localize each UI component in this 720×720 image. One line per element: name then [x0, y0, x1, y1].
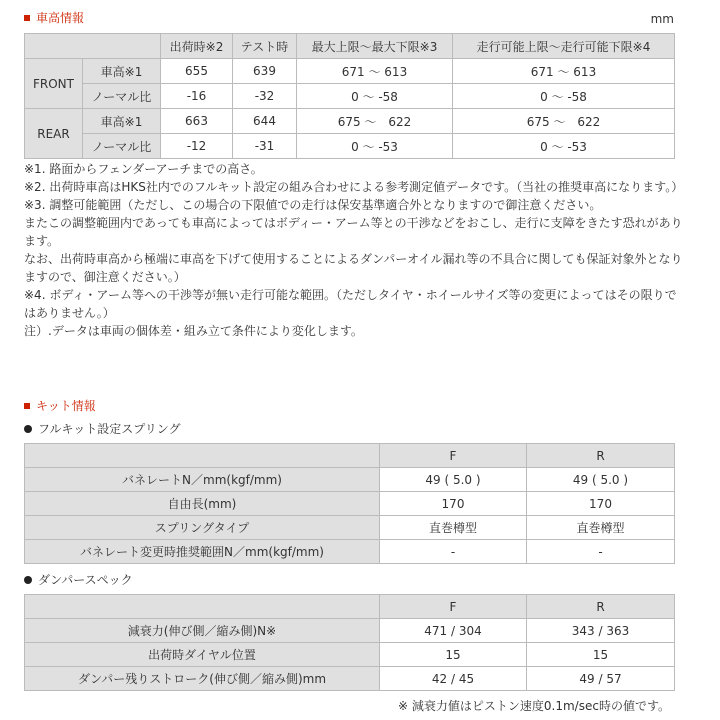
- damper-table: [24, 594, 675, 691]
- col-header-r: R: [527, 444, 675, 468]
- row-label: 出荷時ダイヤル位置: [25, 643, 380, 667]
- col-header-f: F: [380, 444, 527, 468]
- cell: 170: [527, 492, 675, 516]
- circle-bullet-icon: [24, 425, 32, 433]
- col-header-r: R: [527, 595, 675, 619]
- cell: 471 / 304: [380, 619, 527, 643]
- note-line: ※4. ボディ・アーム等への干渉等が無い走行可能な範囲。（ただしタイヤ・ホイールサイズ等の変更によってはその限りではありません。）: [24, 288, 677, 320]
- row-label: バネレートN／mm(kgf/mm): [25, 468, 380, 492]
- table-row: [25, 59, 675, 84]
- table-row: [25, 492, 675, 516]
- row-label: 減衰力(伸び側／縮み側)N※: [25, 619, 380, 643]
- cell: 343 / 363: [527, 619, 675, 643]
- cell: -31: [233, 134, 297, 159]
- square-bullet-icon: [24, 15, 30, 21]
- cell: 49 ( 5.0 ): [527, 468, 675, 492]
- col-header: 走行可能上限～走行可能下限※4: [453, 34, 675, 59]
- table-row: [25, 134, 675, 159]
- note-line: またこの調整範囲内であっても車高によってはボディー・アーム等との干渉などをおこし、走行に支障をきたす恐れがあります。: [24, 216, 683, 248]
- height-section-title: 車高情報: [24, 10, 84, 26]
- table-row: [25, 468, 675, 492]
- col-header: テスト時: [233, 34, 297, 59]
- spring-table: [24, 443, 675, 564]
- cell: 15: [527, 643, 675, 667]
- group-label-rear: REAR: [25, 109, 83, 159]
- cell: 639: [233, 59, 297, 84]
- cell: 直巻樽型: [527, 516, 675, 540]
- square-bullet-icon: [24, 403, 30, 409]
- corner-header-cell: [25, 444, 380, 468]
- kit-section-title: キット情報: [24, 398, 96, 414]
- cell: 0 ～ -58: [453, 84, 675, 109]
- table-row: [25, 540, 675, 564]
- row-label: 車高※1: [83, 109, 161, 134]
- row-label: ダンパー残りストローク(伸び側／縮み側)mm: [25, 667, 380, 691]
- cell: 49 / 57: [527, 667, 675, 691]
- group-label-front: FRONT: [25, 59, 83, 109]
- table-row: [25, 667, 675, 691]
- cell: -16: [161, 84, 233, 109]
- cell: -12: [161, 134, 233, 159]
- cell: 49 ( 5.0 ): [380, 468, 527, 492]
- cell: 170: [380, 492, 527, 516]
- note-line: なお、出荷時車高から極端に車高を下げて使用することによるダンパーオイル漏れ等の不具合に関しても保証対象外となりますので、御注意ください。）: [24, 252, 683, 284]
- corner-header-cell: [25, 34, 161, 59]
- row-label: 自由長(mm): [25, 492, 380, 516]
- cell: 675 ～ 622: [453, 109, 675, 134]
- cell: 671 ～ 613: [297, 59, 453, 84]
- cell: 663: [161, 109, 233, 134]
- corner-header-cell: [25, 595, 380, 619]
- cell: 0 ～ -53: [453, 134, 675, 159]
- cell: -: [527, 540, 675, 564]
- cell: 直巻樽型: [380, 516, 527, 540]
- col-header: 出荷時※2: [161, 34, 233, 59]
- table-row: [25, 643, 675, 667]
- note-line: ※1. 路面からフェンダーアーチまでの高さ。: [24, 162, 263, 176]
- cell: 671 ～ 613: [453, 59, 675, 84]
- cell: 644: [233, 109, 297, 134]
- cell: 0 ～ -58: [297, 84, 453, 109]
- vehicle-height-table: [24, 33, 675, 159]
- cell: -: [380, 540, 527, 564]
- table-row: [25, 516, 675, 540]
- table-row: [25, 84, 675, 109]
- cell: 0 ～ -53: [297, 134, 453, 159]
- table-row: [25, 619, 675, 643]
- cell: 15: [380, 643, 527, 667]
- cell: 675 ～ 622: [297, 109, 453, 134]
- col-header: 最大上限～最大下限※3: [297, 34, 453, 59]
- unit-label: mm: [650, 12, 674, 26]
- spring-heading: フルキット設定スプリング: [24, 421, 181, 437]
- row-label: バネレート変更時推奨範囲N／mm(kgf/mm): [25, 540, 380, 564]
- note-line: ※2. 出荷時車高はHKS社内でのフルキット設定の組み合わせによる参考測定値データです。（当社の推奨車高になります。）: [24, 180, 684, 194]
- damper-heading: ダンパースペック: [24, 572, 133, 588]
- cell: 42 / 45: [380, 667, 527, 691]
- row-label: スプリングタイプ: [25, 516, 380, 540]
- col-header-f: F: [380, 595, 527, 619]
- cell: -32: [233, 84, 297, 109]
- row-label: 車高※1: [83, 59, 161, 84]
- row-label: ノーマル比: [83, 84, 161, 109]
- table-row: [25, 109, 675, 134]
- height-notes: [24, 160, 684, 340]
- row-label: ノーマル比: [83, 134, 161, 159]
- note-line: 注）.データは車両の個体差・組み立て条件により変化します。: [24, 324, 363, 338]
- note-line: ※3. 調整可能範囲（ただし、この場合の下限値での走行は保安基準適合外となりますので御注意ください。: [24, 198, 602, 212]
- circle-bullet-icon: [24, 576, 32, 584]
- cell: 655: [161, 59, 233, 84]
- damping-footnote: ※ 減衰力値はピストン速度0.1m/sec時の値です。: [398, 699, 670, 713]
